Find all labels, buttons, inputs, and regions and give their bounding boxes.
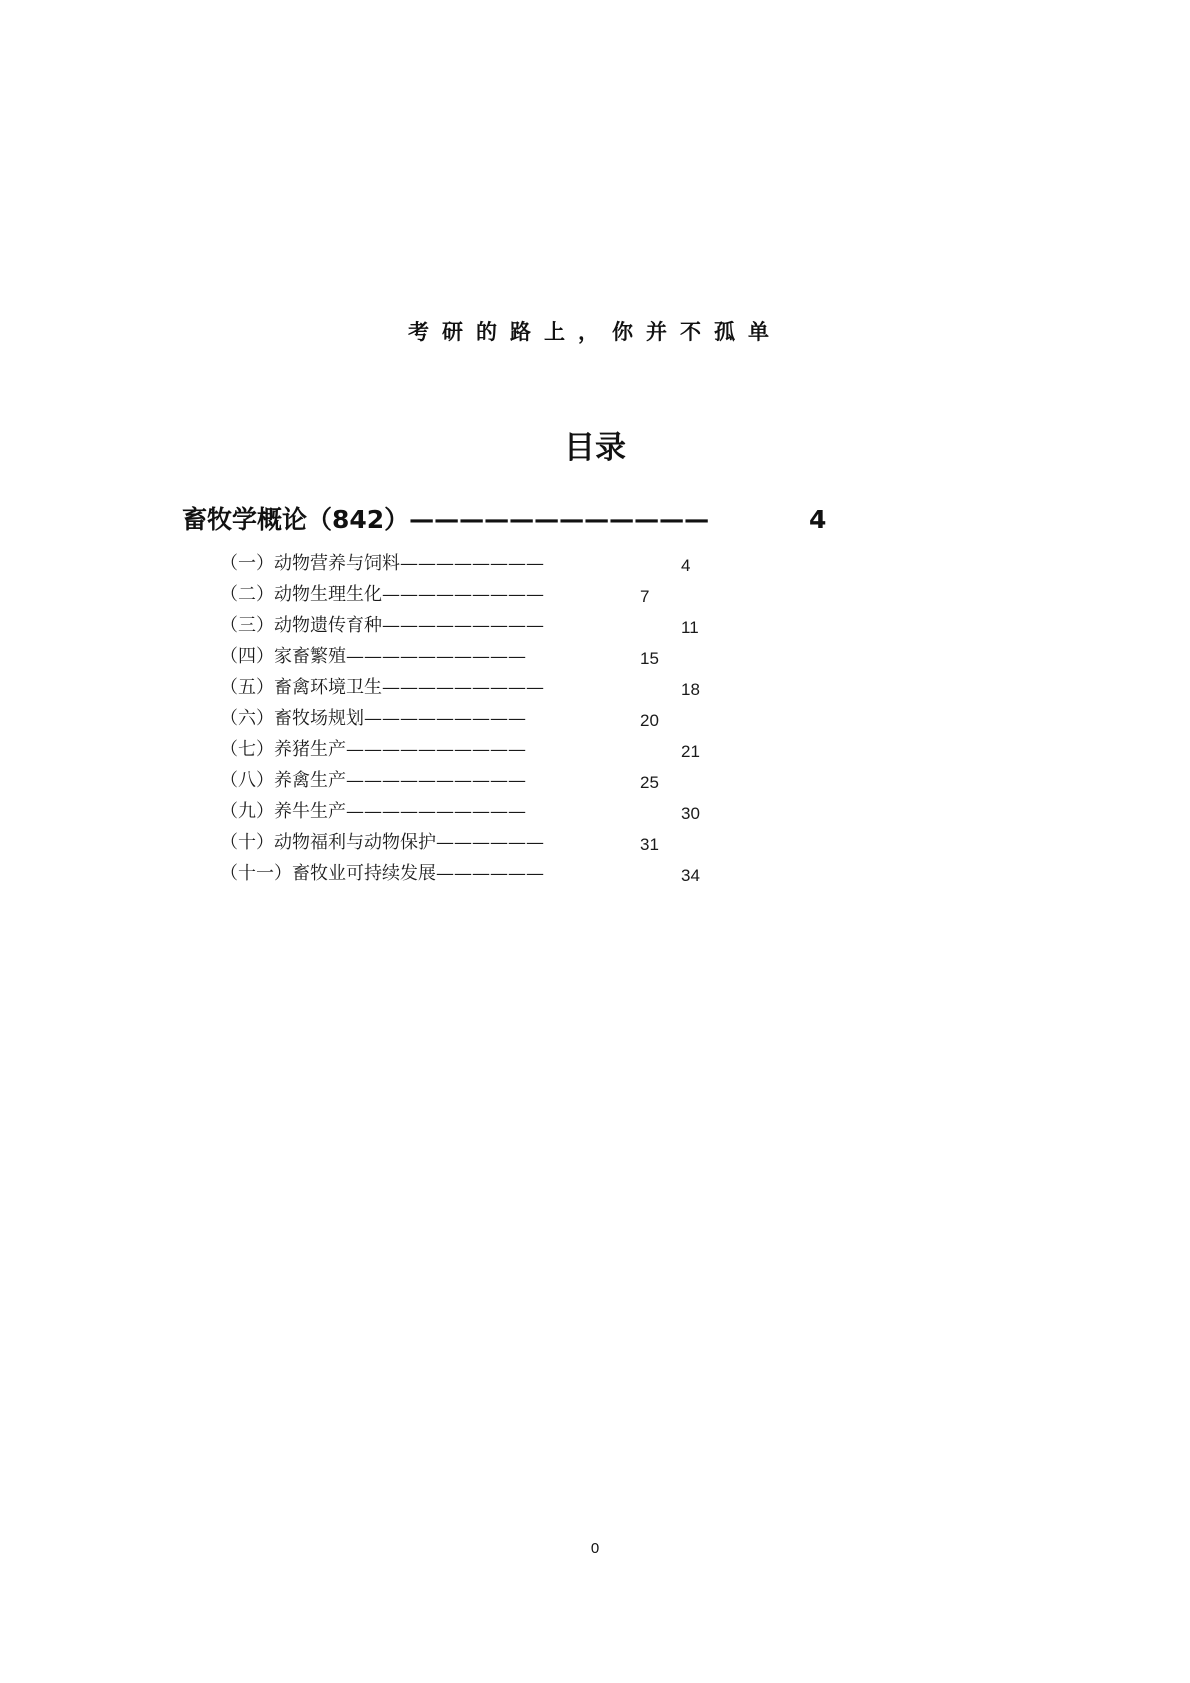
toc-entry[interactable] [220, 550, 720, 578]
toc-entry-page: 25 [640, 773, 659, 792]
toc-entry-page: 20 [640, 711, 659, 730]
toc-entry[interactable] [220, 736, 720, 764]
toc-main-entry-label: 畜牧学概论（842）———————————— [182, 505, 710, 534]
toc-entry-label: （四）家畜繁殖—————————— [220, 646, 526, 667]
slogan: 考研的路上，你并不孤单 [408, 320, 782, 344]
toc-entry[interactable] [220, 798, 720, 826]
toc-entry-page: 11 [681, 618, 699, 637]
toc-entry-page: 4 [681, 556, 691, 575]
toc-entry-label: （九）养牛生产—————————— [220, 801, 526, 822]
toc-entry-label: （二）动物生理生化————————— [220, 584, 544, 605]
toc-entry-page: 7 [640, 587, 650, 606]
toc-entry-label: （三）动物遗传育种————————— [220, 615, 544, 636]
toc-entry[interactable] [220, 643, 720, 671]
toc-entry[interactable] [220, 829, 720, 857]
toc-entry-page: 34 [681, 866, 700, 885]
toc-main-entry[interactable] [182, 500, 842, 540]
toc-entry[interactable] [220, 767, 720, 795]
toc-entry-label: （六）畜牧场规划————————— [220, 708, 526, 729]
toc-entry[interactable] [220, 674, 720, 702]
toc-entry-page: 18 [681, 680, 700, 699]
toc-entry[interactable] [220, 581, 720, 609]
page-number: 0 [590, 1540, 600, 1557]
toc-entry-label: （一）动物营养与饲料———————— [220, 553, 544, 574]
toc-entry-page: 15 [640, 649, 659, 668]
toc-entry-page: 21 [681, 742, 700, 761]
toc-entry-label: （十）动物福利与动物保护—————— [220, 832, 544, 853]
toc-main-entry-page: 4 [809, 505, 827, 534]
toc-entry-page: 31 [640, 835, 659, 854]
toc-entry[interactable] [220, 612, 720, 640]
toc-entry-label: （七）养猪生产—————————— [220, 739, 526, 760]
toc-entry-label: （五）畜禽环境卫生————————— [220, 677, 544, 698]
toc-entry[interactable] [220, 705, 720, 733]
toc-entry[interactable] [220, 860, 720, 888]
toc-entry-label: （八）养禽生产—————————— [220, 770, 526, 791]
toc-entry-label: （十一）畜牧业可持续发展—————— [220, 863, 544, 884]
toc-entry-page: 30 [681, 804, 700, 823]
toc-title: 目录 [564, 430, 626, 466]
